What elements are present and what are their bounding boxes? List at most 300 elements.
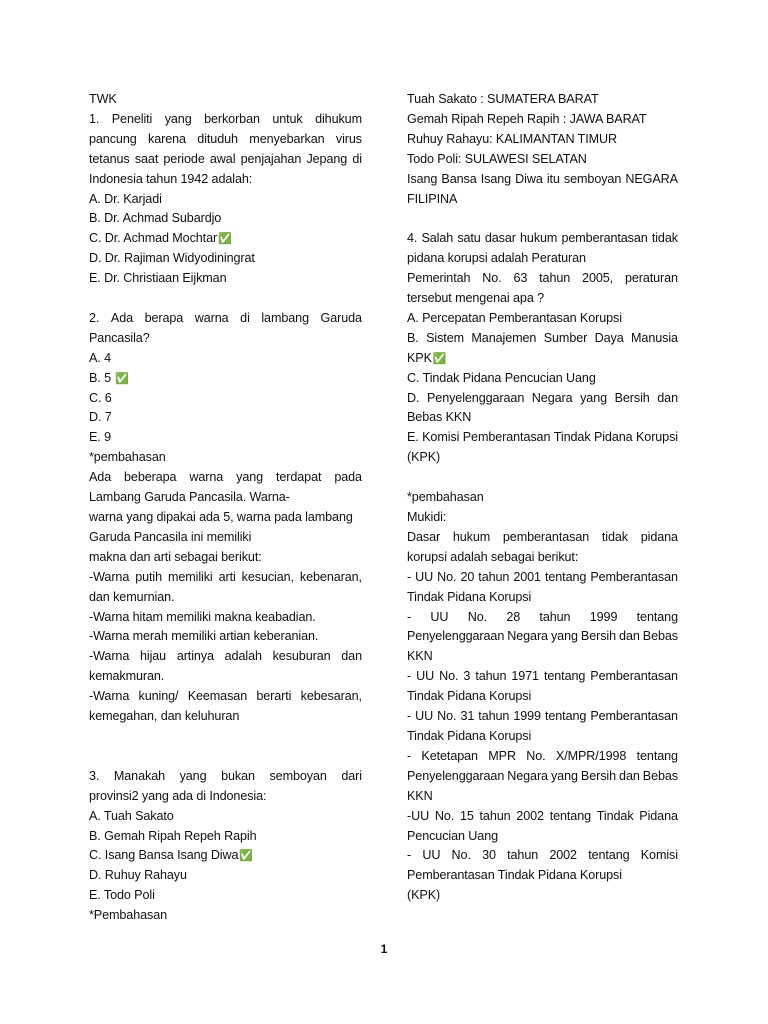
word: di <box>352 151 362 166</box>
word: dan <box>619 768 640 783</box>
line-text: provinsi2 yang ada di Indonesia: <box>89 788 267 803</box>
word: dari <box>341 768 362 783</box>
word: memiliki <box>167 569 213 584</box>
word: berarti <box>256 689 292 704</box>
text-line <box>407 289 678 309</box>
word: Manusia <box>631 330 678 345</box>
word: tahun <box>507 848 539 863</box>
word: Isang <box>480 171 512 186</box>
text-line <box>407 846 678 866</box>
word: yang <box>179 768 207 783</box>
word: Sumber <box>543 330 588 345</box>
text-line <box>89 90 362 110</box>
word: yang <box>550 768 578 783</box>
word: UU <box>415 569 434 584</box>
text-line <box>89 190 362 210</box>
line-text: pidana korupsi adalah Peraturan <box>407 251 586 266</box>
word: tahun <box>539 609 571 624</box>
paragraph-gap <box>89 289 362 309</box>
text-line <box>89 906 362 926</box>
word: NEGARA <box>625 171 678 186</box>
word: bukan <box>221 768 255 783</box>
word: tahun <box>475 669 507 684</box>
word: 1999 <box>513 709 541 724</box>
word: kebenaran, <box>299 569 362 584</box>
word: yang <box>236 470 264 485</box>
word: - <box>407 748 412 763</box>
word: itu <box>546 171 560 186</box>
word: warna <box>194 310 229 325</box>
word: semboyan <box>563 171 622 186</box>
word: dihukum <box>315 111 362 126</box>
text-line <box>89 468 362 488</box>
word: tentang <box>588 848 630 863</box>
word: Pemberantasan <box>590 669 678 684</box>
line-text: *Pembahasan <box>89 908 168 923</box>
text-line <box>89 150 362 170</box>
word: kuning/ <box>138 689 179 704</box>
word: Manakah <box>113 768 165 783</box>
word: Pemerintah <box>407 271 471 286</box>
checkmark-icon: ✅ <box>239 849 254 863</box>
text-line <box>407 428 678 448</box>
word: Korupsi <box>635 430 678 445</box>
word: 20 <box>460 569 475 584</box>
line-text: Lambang Garuda Pancasila. Warna- <box>89 490 290 505</box>
text-line <box>407 747 678 767</box>
word: UU <box>415 709 434 724</box>
word: dan <box>619 629 640 644</box>
text-line <box>407 687 678 707</box>
word: pancung <box>89 131 137 146</box>
word: MPR <box>488 748 516 763</box>
line-text: warna yang dipakai ada 5, warna pada lambang <box>89 510 353 525</box>
text-line <box>89 209 362 229</box>
text-line <box>407 269 678 289</box>
line-text: (KPK) <box>407 888 441 903</box>
word: kebesaran, <box>300 689 362 704</box>
word: tidak <box>651 231 678 246</box>
word: dan <box>657 390 678 405</box>
line-text: kemegahan, dan keluhuran <box>89 709 240 724</box>
line-text: C. 6 <box>89 390 112 405</box>
right-column <box>407 90 678 906</box>
word: 1999 <box>589 609 618 624</box>
text-line <box>407 807 678 827</box>
word: 31 <box>460 709 475 724</box>
text-line <box>407 229 678 249</box>
word: penjajahan <box>240 151 302 166</box>
line-text: B. Gemah Ripah Repeh Rapih <box>89 828 257 843</box>
line-text: C. Tindak Pidana Pencucian Uang <box>407 370 596 385</box>
word: - <box>407 709 412 724</box>
line-text: Ruhuy Rahayu: KALIMANTAN TIMUR <box>407 131 617 146</box>
text-line <box>89 448 362 468</box>
left-column <box>89 90 362 926</box>
word: -Warna <box>89 649 130 664</box>
text-line <box>407 488 678 508</box>
word: X/MPR/1998 <box>555 748 627 763</box>
text-line <box>89 807 362 827</box>
word: 1. <box>89 111 100 126</box>
word: 1971 <box>511 669 539 684</box>
word: Sistem <box>426 330 464 345</box>
text-line <box>407 130 678 150</box>
text-line <box>89 608 362 628</box>
word: tetanus <box>89 151 130 166</box>
text-line <box>407 647 678 667</box>
line-text: -Warna hitam memiliki makna keabadian. <box>89 609 316 624</box>
word: Salah <box>421 231 454 246</box>
word: 2. <box>89 310 100 325</box>
line-text: A. 4 <box>89 350 112 365</box>
word: Bersih <box>614 390 650 405</box>
word: No. <box>451 848 471 863</box>
word: Manajemen <box>471 330 537 345</box>
word: periode <box>163 151 205 166</box>
word: terdapat <box>275 470 322 485</box>
word: 2001 <box>513 569 541 584</box>
word: Ada <box>89 470 112 485</box>
text-line <box>407 190 678 210</box>
text-line <box>89 647 362 667</box>
line-text: makna dan arti sebagai berikut: <box>89 549 262 564</box>
word: No. <box>434 808 455 823</box>
text-line <box>407 767 678 787</box>
text-line <box>407 389 678 409</box>
word: tentang <box>636 748 678 763</box>
text-line <box>89 548 362 568</box>
word: awal <box>209 151 236 166</box>
line-text: Tindak Pidana Korupsi <box>407 728 532 743</box>
text-line <box>407 627 678 647</box>
word: Jepang <box>306 151 348 166</box>
text-line <box>89 130 362 150</box>
word: yang <box>580 390 608 405</box>
text-line <box>407 787 678 807</box>
word: 63 <box>513 271 528 286</box>
word: Ada <box>110 310 133 325</box>
word: Garuda <box>320 310 362 325</box>
word: semboyan <box>269 768 327 783</box>
word: putih <box>135 569 162 584</box>
text-line <box>89 528 362 548</box>
word: Bersih <box>580 629 617 644</box>
checkmark-icon: ✅ <box>115 371 130 385</box>
word: Tindak <box>553 430 591 445</box>
text-line <box>89 349 362 369</box>
word: Bebas <box>642 768 678 783</box>
word: Dasar <box>407 529 441 544</box>
line-text: Bebas KKN <box>407 410 472 425</box>
word: berapa <box>144 310 184 325</box>
line-text: *pembahasan <box>407 490 484 505</box>
text-line <box>89 627 362 647</box>
text-line <box>89 568 362 588</box>
word: 15 <box>459 808 474 823</box>
word: Ketetapan <box>421 748 478 763</box>
line-text: TWK <box>89 92 117 106</box>
word: Penyelenggaraan <box>407 768 505 783</box>
text-line <box>89 687 362 707</box>
word: Negara <box>507 629 548 644</box>
line-text: A. Tuah Sakato <box>89 808 174 823</box>
line-text: *pembahasan <box>89 450 166 465</box>
line-text: kemakmuran. <box>89 669 165 684</box>
word: adalah <box>224 649 262 664</box>
word: - <box>407 569 412 584</box>
text-line <box>89 229 362 249</box>
text-line <box>89 767 362 787</box>
line-text: tersebut mengenai apa ? <box>407 291 545 306</box>
text-line <box>407 309 678 329</box>
word: No. <box>482 271 502 286</box>
word: 3. <box>89 768 100 783</box>
word: pada <box>334 470 362 485</box>
word: Bebas <box>642 629 678 644</box>
text-line <box>89 508 362 528</box>
word: -UU <box>407 808 430 823</box>
word: E. <box>407 430 419 445</box>
text-line <box>89 588 362 608</box>
text-line <box>89 389 362 409</box>
text-line <box>407 90 678 110</box>
word: Komisi <box>422 430 460 445</box>
line-text: B. Dr. Achmad Subardjo <box>89 211 222 226</box>
word: lambang <box>261 310 309 325</box>
text-line <box>407 150 678 170</box>
word: tentang <box>636 609 678 624</box>
word: satu <box>457 231 481 246</box>
text-line <box>407 170 678 190</box>
text-line <box>89 369 362 389</box>
text-line <box>89 170 362 190</box>
word: pemberantasan <box>502 529 590 544</box>
line-text: Tindak Pidana Korupsi <box>407 689 532 704</box>
text-line <box>407 727 678 747</box>
word: warna <box>189 470 224 485</box>
word: beberapa <box>124 470 177 485</box>
word: 4. <box>407 231 418 246</box>
line-text: D. Dr. Rajiman Widyodiningrat <box>89 251 255 266</box>
line-text: C. Dr. Achmad Mochtar <box>89 231 218 246</box>
line-text: KKN <box>407 649 433 664</box>
word: kesucian, <box>241 569 294 584</box>
text-line <box>407 886 678 906</box>
word: 3 <box>463 669 471 684</box>
text-line <box>89 428 362 448</box>
word: dituduh <box>197 131 238 146</box>
text-line <box>407 110 678 130</box>
text-line <box>407 667 678 687</box>
text-line <box>407 448 678 468</box>
word: B. <box>407 330 419 345</box>
checkmark-icon: ✅ <box>218 232 232 246</box>
text-line <box>89 846 362 866</box>
line-text: Tuah Sakato : SUMATERA BARAT <box>407 92 599 106</box>
word: Negara <box>531 390 573 405</box>
word: Bersih <box>580 768 617 783</box>
word: Tindak <box>596 808 634 823</box>
word: UU <box>416 669 435 684</box>
word: saat <box>134 151 159 166</box>
word: peraturan <box>624 271 678 286</box>
line-text: E. Dr. Christiaan Eijkman <box>89 271 227 286</box>
word: tentang <box>543 669 586 684</box>
word: 2002 <box>516 808 544 823</box>
text-line <box>89 866 362 886</box>
line-text: E. Todo Poli <box>89 888 155 903</box>
word: hukum <box>452 529 491 544</box>
line-text: A. Percepatan Pemberantasan Korupsi <box>407 310 622 325</box>
line-text: KKN <box>407 788 433 803</box>
line-text: FILIPINA <box>407 191 458 206</box>
word: Pemberantasan <box>462 430 551 445</box>
line-text: (KPK) <box>407 450 441 465</box>
line-text: Garuda Pancasila ini memiliki <box>89 529 252 544</box>
line-text: Todo Poli: SULAWESI SELATAN <box>407 151 587 166</box>
word: yang <box>550 629 578 644</box>
word: 2005, <box>582 271 614 286</box>
text-line <box>407 249 678 269</box>
text-line <box>89 827 362 847</box>
word: 30 <box>482 848 496 863</box>
text-line <box>89 269 362 289</box>
word: Diwa <box>515 171 543 186</box>
text-line <box>407 508 678 528</box>
word: 2002 <box>549 848 577 863</box>
text-line <box>407 408 678 428</box>
word: No. <box>437 569 457 584</box>
word: arti <box>218 569 236 584</box>
word: virus <box>335 131 362 146</box>
line-text: Pencucian Uang <box>407 828 499 843</box>
text-line <box>407 548 678 568</box>
paragraph-gap <box>89 727 362 767</box>
page-number: 1 <box>380 942 388 956</box>
word: Daya <box>594 330 624 345</box>
word: Pidana <box>639 808 678 823</box>
word: UU <box>430 609 449 624</box>
word: Komisi <box>640 848 678 863</box>
word: tahun <box>478 569 510 584</box>
line-text: Tindak Pidana Korupsi <box>407 589 532 604</box>
line-text: Gemah Ripah Repeh Rapih : JAWA BARAT <box>407 111 647 126</box>
text-line <box>89 329 362 349</box>
word: Negara <box>507 768 548 783</box>
line-text: dan kemurnian. <box>89 589 175 604</box>
word: Penyelenggaraan <box>407 629 505 644</box>
word: No. <box>467 609 488 624</box>
text-line <box>89 488 362 508</box>
line-text: Indonesia tahun 1942 adalah: <box>89 171 253 186</box>
line-text: korupsi adalah sebagai berikut: <box>407 549 579 564</box>
word: di <box>240 310 250 325</box>
word: -Warna <box>89 689 130 704</box>
word: tidak <box>601 529 628 544</box>
word: -Warna <box>89 569 130 584</box>
word: tahun <box>478 709 510 724</box>
word: Peneliti <box>111 111 153 126</box>
word: tentang <box>544 709 587 724</box>
word: UU <box>422 848 441 863</box>
text-line <box>89 667 362 687</box>
line-text: KPK <box>407 350 432 365</box>
line-text: E. 9 <box>89 430 112 445</box>
text-line <box>407 588 678 608</box>
text-line <box>89 110 362 130</box>
word: - <box>407 609 412 624</box>
line-text: Mukidi: <box>407 510 447 524</box>
text-line <box>407 827 678 847</box>
word: tahun <box>479 808 511 823</box>
line-text: Pancasila? <box>89 330 150 345</box>
line-text: D. Ruhuy Rahayu <box>89 868 187 883</box>
word: 28 <box>506 609 521 624</box>
word: No. <box>526 748 546 763</box>
word: tentang <box>544 569 587 584</box>
line-text: A. Dr. Karjadi <box>89 191 162 206</box>
text-line <box>407 707 678 727</box>
text-line <box>407 349 678 369</box>
word: hukum <box>520 231 558 246</box>
word: Pidana <box>593 430 633 445</box>
word: tentang <box>549 808 592 823</box>
line-text: D. 7 <box>89 410 112 425</box>
text-line <box>407 369 678 389</box>
text-line <box>89 787 362 807</box>
line-text: Pemberantasan Tindak Pidana Korupsi <box>407 868 622 883</box>
word: yang <box>164 111 192 126</box>
text-line <box>89 309 362 329</box>
text-line <box>407 329 678 349</box>
word: berkorban <box>204 111 260 126</box>
word: Keemasan <box>187 689 248 704</box>
word: Pemberantasan <box>590 569 678 584</box>
text-line <box>89 707 362 727</box>
word: Penyelenggaraan <box>426 390 525 405</box>
word: dan <box>341 649 362 664</box>
word: tahun <box>539 271 571 286</box>
word: Isang <box>407 171 438 186</box>
word: D. <box>407 390 420 405</box>
word: pemberantasan <box>561 231 648 246</box>
checkmark-icon: ✅ <box>432 351 447 365</box>
paragraph-gap <box>407 209 678 229</box>
text-line <box>89 249 362 269</box>
line-text: B. 5 <box>89 370 115 385</box>
line-text: C. Isang Bansa Isang Diwa <box>89 848 239 863</box>
text-line <box>407 608 678 628</box>
text-line <box>407 528 678 548</box>
word: Bansa <box>441 171 477 186</box>
word: - <box>407 848 412 863</box>
word: dasar <box>484 231 516 246</box>
word: kesuburan <box>272 649 331 664</box>
paragraph-gap <box>407 468 678 488</box>
word: artinya <box>176 649 214 664</box>
text-line <box>407 568 678 588</box>
text-line <box>407 866 678 886</box>
word: karena <box>148 131 186 146</box>
line-text: -Warna merah memiliki artian keberanian. <box>89 629 319 644</box>
word: - <box>407 669 412 684</box>
word: No. <box>437 709 457 724</box>
text-line <box>89 408 362 428</box>
word: No. <box>439 669 459 684</box>
word: Pemberantasan <box>590 709 678 724</box>
word: menyebarkan <box>249 131 325 146</box>
